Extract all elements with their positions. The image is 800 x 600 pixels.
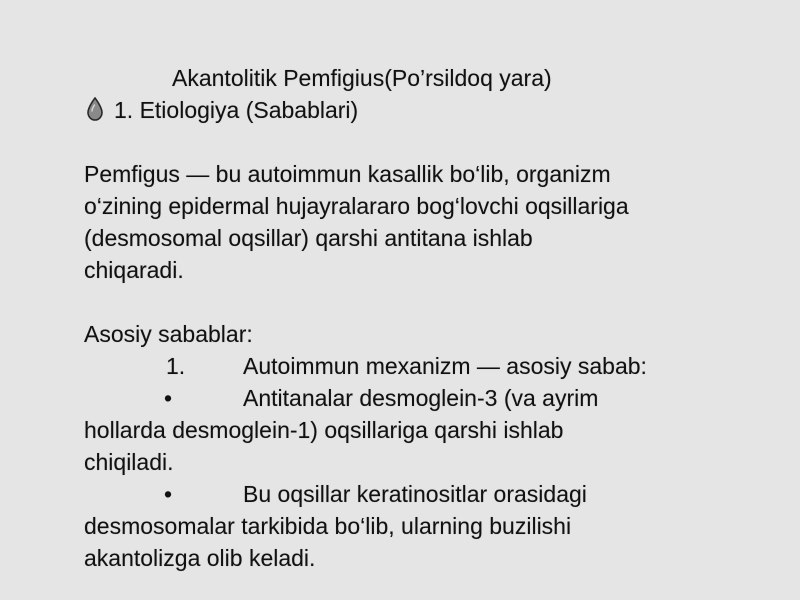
document-title: Akantolitik Pemfigius(Po’rsildoq yara) <box>172 65 552 91</box>
bullet-line: Bu oqsillar keratinositlar orasidagi <box>243 481 587 507</box>
paragraph-line: chiqaradi. <box>84 257 184 283</box>
bullet-line: akantolizga olib keladi. <box>84 545 316 571</box>
section-heading <box>86 94 358 129</box>
bullet-line: chiqiladi. <box>84 449 174 475</box>
paragraph-line: (desmosomal oqsillar) qarshi antitana ishlab <box>84 225 533 251</box>
paragraph-line: Pemfigus — bu autoimmun kasallik bo‘lib, organizm <box>84 161 611 187</box>
section-heading-text: 1. Etiologiya (Sabablari) <box>114 97 359 123</box>
paragraph-line: o‘zining epidermal hujayralararo bog‘lovchi oqsillariga <box>84 193 629 219</box>
bullet-line: Antitanalar desmoglein-3 (va ayrim <box>243 385 599 411</box>
bullet-symbol: • <box>164 385 173 411</box>
bullet-line: desmosomalar tarkibida bo‘lib, ularning buzilishi <box>84 513 572 539</box>
drop-icon <box>86 97 104 129</box>
causes-label: Asosiy sabablar: <box>84 321 253 347</box>
bullet-symbol: • <box>164 481 173 507</box>
list-item-text: Autoimmun mexanizm — asosiy sabab: <box>243 353 647 379</box>
bullet-line: hollarda desmoglein-1) oqsillariga qarshi ishlab <box>84 417 564 443</box>
list-number: 1. <box>166 353 186 379</box>
